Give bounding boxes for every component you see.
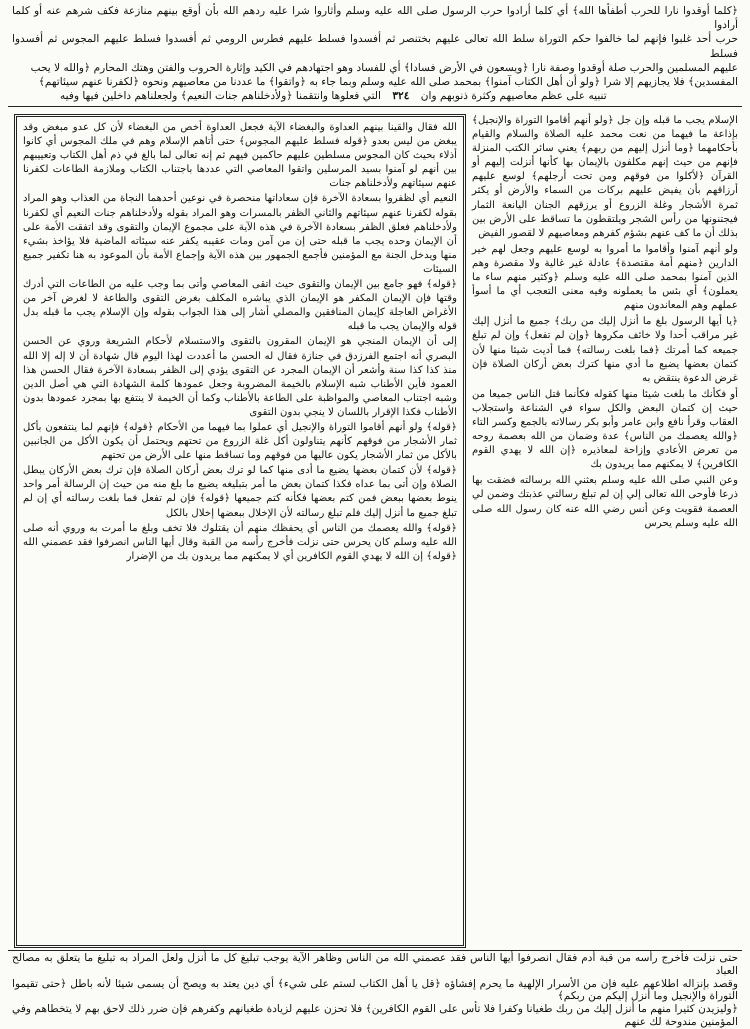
bottom-divider bbox=[8, 950, 742, 951]
text-line: عليهم المسلمين والحرب صلة أوقدوا وصفة نارا ﴿ويسعون في الأرض فسادا﴾ أي للفساد وهو اجتهادهم في الكيد وإثارة الحروب والفتن وهتك المحارم ﴿والله لا يحب bbox=[30, 61, 738, 74]
text-paragraph: ﴿يا أيها الرسول بلغ ما أنزل إليك من ربك﴾ جميع ما أنزل إليك غير مراقب أحدا ولا خائف مكروها ﴿وإن لم تفعل﴾ وإن لم تبلغ جميعه كما أمرتك ﴿فما بلغت رسالته﴾ فما أديت شيئا منها لأن كتمان بعضها يضيع ما أدي منها كترك بعض أركان الصلاة فإن غرض الدعوة ينتقض به bbox=[472, 316, 738, 384]
commentary-paragraph: ﴿قوله﴾ فهو جامع بين الإيمان والتقوى حيث اتقى المعاصي وأتى بما وجب عليه من الطاعات التي أدرك وقتها فإن الإيمان المكفر هو الإيمان الذي يباشره المكلف بغرض التقوى والطاعة لا لغرض آخر من الأغراض العاجلة كإيمان المنافقين والمصلي أشار إلى هذا الجواب بقوله وإن الإسلام يجب ما قبله بدل قوله والإيمان يجب ما قبله bbox=[23, 279, 457, 333]
text-line: حتى نزلت فأخرج رأسه من قبة أدم فقال انصرفوا أيها الناس فقد عصمني الله من الناس وظاهر الآية يوجب تبليغ كل ما أنزل ولعل المراد به تبليغ ما يتعلق به مصالح العباد bbox=[12, 952, 738, 977]
text-line: ﴿وليزيدن كثيرا منهم ما أنزل إليك من ربك طغيانا وكفرا فلا تأس على القوم الكافرين﴾ فلا تحزن عليهم لزيادة طغيانهم وكفرهم فإن ضرر ذلك لاحق بهم لا يتخطاهم وفي المؤمنين مندوحة لك عنهم bbox=[12, 1003, 738, 1028]
main-text-bottom bbox=[12, 952, 738, 1028]
running-head bbox=[60, 88, 740, 104]
commentary-paragraph: ﴿قوله﴾ ولو أنهم أقاموا التوراة والإنجيل أي عملوا بما فيهما من الأحكام ﴿قوله﴾ فإنهم لما ينتفعون بأكل ثمار الأشجار من فوقهم كأنهم يتناولون أكل غلة الزروع من تحتهم ويحتمل أن يكون الأكل من الجانبين بالأكل من ثمار الأشجار يكون عاليها من فوقهم وما تساقط منها على الأرض من تحتهم bbox=[23, 421, 457, 462]
main-text-column bbox=[472, 114, 738, 948]
page-number: ٣٢٤ bbox=[392, 90, 410, 102]
running-head-left: تنبيه على عظم معاصيهم وكثرة ذنوبهم وان bbox=[420, 90, 607, 102]
commentary-paragraph: ﴿قوله﴾ لأن كتمان بعضها يضيع ما أدى منها كما لو ترك بعض أركان الصلاة فإن ترك بعض الأركان يبطل الصلاة وإن أتى بما عداه فكذا كتمان بعض ما أمر بتبليغه يضيع ما بلغ منه من حيث إن الرسالة أمر واحد ينوط بعضها ببعض فمن كتم بعضها فكأنه كتم جميعها ﴿قوله﴾ فإن لم تفعل فما بلغت رسالته أي إن لم تبلغ جميع ما أنزل إليك فلم تبلغ رسالته لأن الإخلال ببعضها إخلال بالكل bbox=[23, 465, 457, 519]
text-line: وقصد بإنزاله اطلاعهم عليه فإن من الأسرار الإلهية ما يحرم إفشاؤه ﴿قل يا أهل الكتاب لستم على شيء﴾ أي دين يعتد به ويصح أن يسمى شيئا لأنه باطل ﴿حتى تقيموا التوراة والإنجيل وما أنزل إليكم من ربكم﴾ bbox=[12, 977, 738, 1003]
text-paragraph: الإسلام يجب ما قبله وإن جل ﴿ولو أنهم أقاموا التوراة والإنجيل﴾ بإذاعة ما فيهما من نعت محمد عليه الصلاة والسلام والقيام بأحكامهما ﴿وما أنزل إليهم من ربهم﴾ يعني سائر الكتب المنزلة فإنهم من حيث إنهم مكلفون بالإيمان بها كأنها أنزلت إليهم أو القرآن ﴿لأكلوا من فوقهم ومن تحت أرجلهم﴾ لوسع عليهم أرزاقهم بأن يفيض عليهم بركات من السماء والأرض أو يكثر ثمرة الأشجار وغلة الزروع أو يرزقهم الجنان اليانعة الثمار فيجتنونها من رأس الشجر ويلتقطون ما تساقط على الأرض بين بذلك أن ما كف عنهم بشؤم كفرهم ومعاصيهم لا لقصور الفيض bbox=[472, 115, 738, 239]
commentary-paragraph: النعيم أي لظفروا بسعادة الآخرة فإن سعاداتها منحصرة في نوعين أحدهما النجاة من العذاب وهو المراد بقوله لكفرنا عنهم سيئاتهم والثاني الظفر بالمسرات وهو المراد بقوله ولأدخلناهم جنات النعيم أي لكفرنا ولأدخلناهم فعلق الظفر بسعادة الآخرة في هذه الآية على مجموع الإيمان والتقوى وقد اتفقت الأمة على أن الإيمان وحده يجب ما قبله حتى إن من آمن ومات عقيبه يكفر عنه سيئاته الماضية فلا يؤاخذ بشيء منها ويدخل الجنة مع المؤمنين فأجمع الجمهور بين هذه الآية وإجماع الأمة بأن الموعود به هنا تكفير جميع السيئات bbox=[23, 193, 457, 275]
text-line: المفسدين﴾ فلا يجازيهم إلا شرا ﴿ولو أن أهل الكتاب آمنوا﴾ بمحمد صلى الله عليه وسلم وبما جاء به ﴿واتقوا﴾ ما عددنا من معاصيهم ونحوه ﴿لكفرنا عنهم سيئاتهم﴾ bbox=[38, 76, 738, 89]
text-paragraph: ولو أنهم آمنوا وأقاموا ما أمروا به لوسع عليهم وجعل لهم خير الدارين ﴿منهم أمة مقتصدة﴾ عادلة غير غالية ولا مقصرة وهم الذين آمنوا بمحمد صلى الله عليه وسلم ﴿وكثير منهم ساء ما يعملون﴾ أي بئس ما يعملونه وفيه معنى التعجب أي ما أسوأ عملهم وهم المعاندون منهم bbox=[472, 243, 738, 312]
commentary-text bbox=[23, 121, 457, 564]
commentary-paragraph: الله فقال والقينا بينهم العداوة والبغضاء الآية فجعل العداوة أخص من البغضاء لأن كل عدو مبغض وقد يبغض من ليس بعدو ﴿قوله فسلط عليهم المجوس﴾ حتى أتاهم الإسلام وهم في ملك المجوس أي كانوا أذلاء بحيث كان المجوس مسلطين عليهم حاكمين فيهم ثم إنه تعالى لما بالغ في ذم أهل الكتاب وتعييبهم بين أنهم لو آمنوا بسيد المرسلين واتقوا المعاصي التي عددها باجتناب الكتاب وملازمة الطاعات لكفرنا عنهم سيئاتهم ولأدخلناهم جنات bbox=[23, 122, 457, 190]
commentary-paragraph: ﴿قوله﴾ والله يعصمك من الناس أي يحفظك منهم أن يقتلوك فلا تخف وبلغ ما أمرت به وروي أنه صلى الله عليه وسلم كان يحرس حتى نزلت فأخرج رأسه من القبة وقال أيها الناس انصرفوا فقد عصمني الله ﴿قوله﴾ إن الله لا يهدي القوم الكافرين أي لا يمكنهم مما يريدون بك من الإضرار bbox=[23, 522, 457, 562]
marginal-commentary-box bbox=[14, 114, 466, 948]
text-paragraph: وعن النبي صلى الله عليه وسلم بعثني الله برسالته فضقت بها ذرعا فأوحى الله تعالى إلي إن لم تبلغ رسالتي عذبتك وضمن لي العصمة فقويت وعن أنس رضي الله عنه كان رسول الله صلى الله عليه وسلم يحرس bbox=[472, 475, 738, 529]
running-head-right: التي فعلوها وانتقمنا ﴿ولأدخلناهم جنات النعيم﴾ ولجعلناهم داخلين فيها وفيه bbox=[60, 90, 381, 102]
text-line: ﴿كلما أوقدوا نارا للحرب أطفأها الله﴾ أي كلما أرادوا حرب الرسول صلى الله عليه وسلم وأثاروا شرا عليه ردهم الله بأن أوقع بينهم منازعة فكف شرهم عنه أو كلما أرادوا bbox=[12, 5, 738, 32]
text-line: حرب أحد غلبوا فإنهم لما خالفوا حكم التوراة سلط الله تعالى عليهم بختنصر ثم أفسدوا فسلط عليهم فطرس الرومي ثم أفسدوا فسلط عليهم المجوس ثم أفسدوا فسلط bbox=[12, 33, 738, 60]
main-text-top bbox=[12, 4, 738, 88]
top-divider bbox=[8, 106, 742, 107]
text-paragraph: أو فكأنك ما بلغت شيئا منها كقوله فكأنما قتل الناس جميعا من حيث إن كتمان البعض والكل سواء في الشناعة واستجلاب العقاب وقرأ نافع وابن عامر وأبو بكر رسالاته بالجمع وكسر التاء ﴿والله يعصمك من الناس﴾ عدة وضمان من الله بعصمة روحه من تعرض الأعادي وإزاحة لمعاذيره ﴿إن الله لا يهدي القوم الكافرين﴾ لا يمكنهم مما يريدون بك bbox=[472, 388, 738, 471]
commentary-paragraph: إلى أن الإيمان المنجي هو الإيمان المقرون بالتقوى والاستسلام لأحكام الشريعة وروي عن الحسن البصري أنه اجتمع الفرزدق في جنازة فقال له الحسن ما أعددت لهذا اليوم قال شهادة أن لا إله إلا الله منذ كذا كذا سنة وأشعر أن الإيمان المجرد عن التقوى يؤدي إلى الظفر بسعادة الآخرة فقال الحسن هذا العمود فأين الأطناب شبه الإسلام بالخيمة المضروبة وجعل عمودها كلمة الشهادة التي هي أصل الدين وشبه اجتناب المعاصي والمواظبة على الطاعة بالأطناب وكما أن الخيمة لا ينتفع بها بمجرد عمودها بدون الأطناب فكذا الإقرار باللسان لا ينجي بدون التقوى bbox=[23, 336, 457, 418]
